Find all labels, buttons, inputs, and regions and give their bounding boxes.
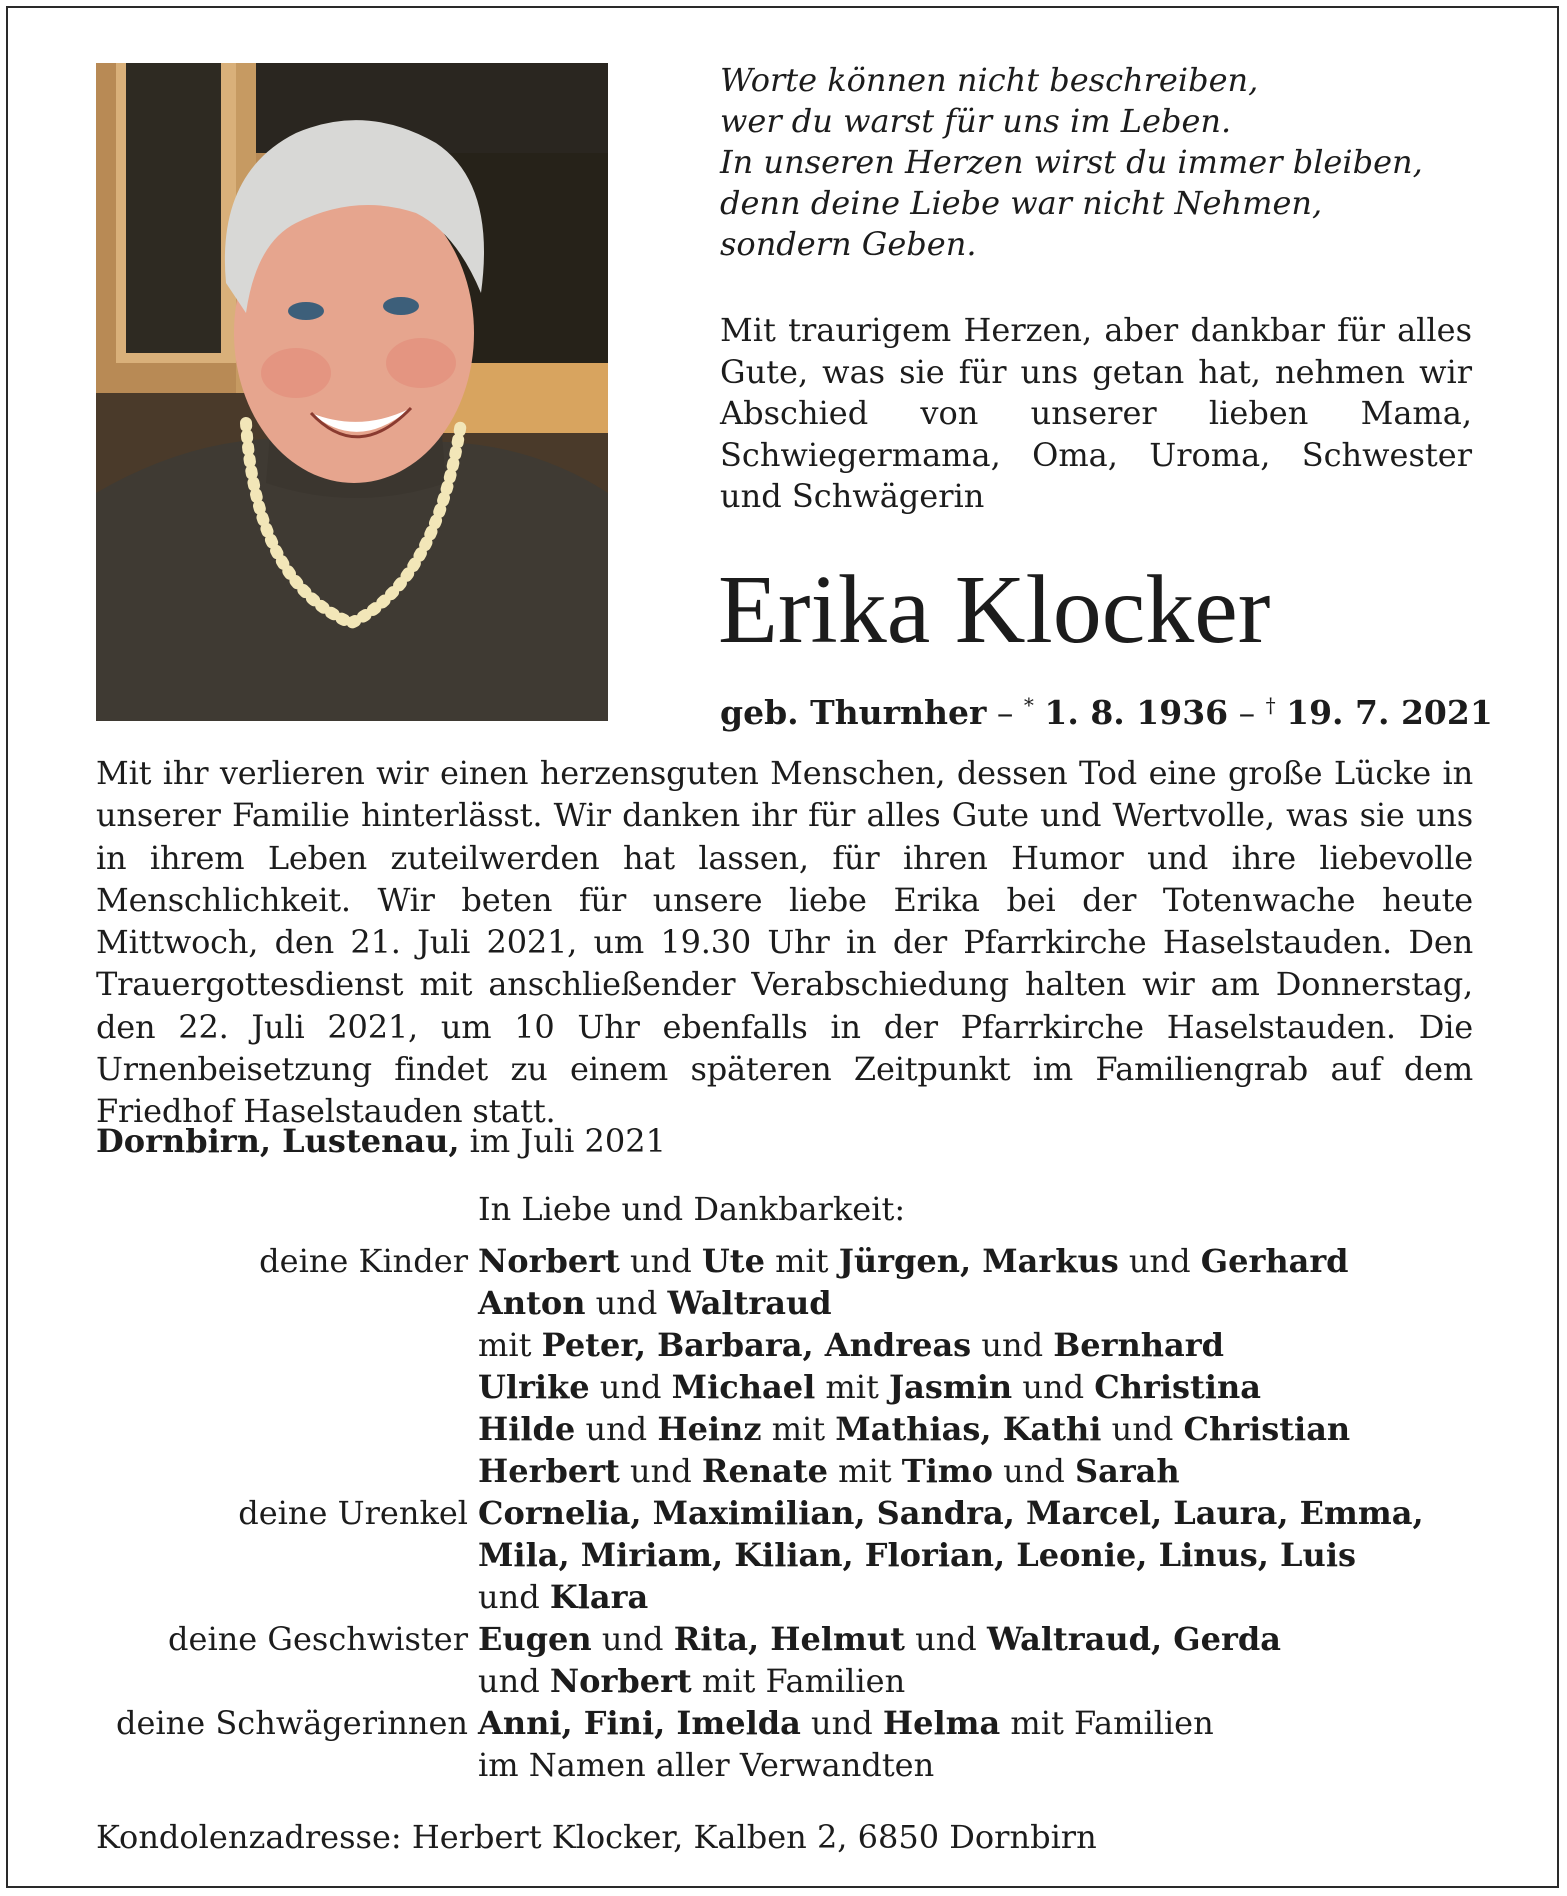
family-row — [96, 1366, 1496, 1408]
connector-text: mit Familien — [1000, 1704, 1214, 1742]
relatives-names — [478, 1744, 934, 1786]
life-dates — [720, 685, 1493, 733]
relation-label: deine Urenkel — [238, 1494, 468, 1532]
relative-name: Hilde — [478, 1410, 576, 1448]
birth-date: 1. 8. 1936 — [1044, 693, 1229, 732]
family-row — [96, 1660, 1496, 1702]
family-row — [96, 1576, 1496, 1618]
condolence-address: Kondolenzadresse: Herbert Klocker, Kalben 2, 6850 Dornbirn — [96, 1818, 1097, 1856]
relation-label — [96, 1408, 478, 1450]
relatives-names — [478, 1450, 1180, 1492]
family-row — [96, 1618, 1496, 1660]
relatives-names — [478, 1366, 1261, 1408]
connector-text: und — [585, 1284, 668, 1322]
relative-name: Waltraud — [667, 1284, 832, 1322]
relatives-names — [478, 1324, 1224, 1366]
poem-line: denn deine Liebe war nicht Nehmen, — [720, 184, 1323, 222]
relative-name: Eugen — [478, 1620, 592, 1658]
family-list — [96, 1240, 1496, 1786]
connector-text: mit — [827, 1452, 902, 1490]
relative-name: Anton — [478, 1284, 586, 1322]
relatives-names — [478, 1534, 1356, 1576]
relative-name: Jürgen, Markus — [838, 1242, 1119, 1280]
poem-line: In unseren Herzen wirst du immer bleiben, — [720, 143, 1423, 181]
place-names: Dornbirn, Lustenau, — [96, 1122, 460, 1160]
connector-text: und — [478, 1662, 550, 1700]
relation-label — [96, 1660, 478, 1702]
place-month: im Juli 2021 — [459, 1122, 666, 1160]
poem-line: wer du warst für uns im Leben. — [720, 102, 1232, 140]
connector-text: und — [800, 1704, 883, 1742]
dash-separator: – — [1228, 693, 1266, 732]
connector-text: und — [575, 1410, 658, 1448]
relative-name: Sarah — [1074, 1452, 1180, 1490]
relative-name: Heinz — [657, 1410, 762, 1448]
connector-text: mit — [815, 1368, 890, 1406]
death-symbol: † — [1265, 693, 1276, 717]
relative-name: Christian — [1183, 1410, 1351, 1448]
family-row — [96, 1702, 1496, 1744]
connector-text: mit — [764, 1242, 839, 1280]
connector-text: und — [1101, 1410, 1184, 1448]
relative-name: Mathias, Kathi — [835, 1410, 1102, 1448]
relation-label — [96, 1450, 478, 1492]
relation-label — [96, 1282, 478, 1324]
birth-symbol: * — [1023, 693, 1034, 717]
poem-line: Worte können nicht beschreiben, — [720, 61, 1259, 99]
poem-line: sondern Geben. — [720, 225, 977, 263]
relation-label — [96, 1324, 478, 1366]
connector-text: und — [591, 1620, 674, 1658]
relatives-names — [478, 1492, 1424, 1534]
relative-name: Norbert — [549, 1662, 692, 1700]
connector-text: und — [1012, 1368, 1095, 1406]
relative-name: Anni, Fini, Imelda — [478, 1704, 801, 1742]
relative-name: Bernhard — [1053, 1326, 1224, 1364]
relative-name: Norbert — [478, 1242, 620, 1280]
connector-text: und — [619, 1452, 702, 1490]
relative-name: Mila, Miriam, Kilian, Florian, Leonie, Linus, Luis — [478, 1536, 1356, 1574]
relatives-names — [478, 1240, 1349, 1282]
connector-text: mit — [478, 1326, 542, 1364]
relative-name: Michael — [671, 1368, 816, 1406]
relative-name: Christina — [1094, 1368, 1261, 1406]
family-row — [96, 1534, 1496, 1576]
death-date: 19. 7. 2021 — [1286, 693, 1493, 732]
connector-text: und — [971, 1326, 1054, 1364]
family-row — [96, 1324, 1496, 1366]
relation-label — [96, 1576, 478, 1618]
relatives-names — [478, 1618, 1281, 1660]
connector-text: mit — [761, 1410, 836, 1448]
relation-label: deine Geschwister — [168, 1620, 468, 1658]
main-text: Mit ihr verlieren wir einen herzensguten Menschen, dessen Tod eine große Lücke in unserer Familie hinterlässt. Wir danken ihr für alles Gute und Wertvolle, was sie uns in ihrem Leben zuteilwerden hat lassen, für ihren Humor und ihre liebevolle Menschlichkeit. Wir beten für unsere liebe Erika bei der Totenwache heute Mittwoch, den 21. Juli 2021, um 19.30 Uhr in der Pfarrkirche Haselstauden. Den Trauergottesdienst mit anschließender Verabschiedung halten wir am Donnerstag, den 22. Juli 2021, um 10 Uhr ebenfalls in der Pfarrkirche Haselstauden. Die Urnenbeisetzung findet zu einem späteren Zeitpunkt im Familiengrab auf dem Friedhof Haselstauden statt. — [96, 754, 1473, 1131]
relatives-names — [478, 1660, 905, 1702]
dash-separator: – — [986, 693, 1024, 732]
relatives-names — [478, 1408, 1350, 1450]
connector-text: mit Familien — [691, 1662, 906, 1700]
relation-label: deine Schwägerinnen — [115, 1704, 468, 1742]
relatives-names — [478, 1576, 648, 1618]
thanks-line: In Liebe und Dankbarkeit: — [478, 1190, 906, 1228]
connector-text: und — [904, 1620, 987, 1658]
deceased-name: Erika Klocker — [718, 556, 1271, 664]
family-row — [96, 1240, 1496, 1282]
family-row — [96, 1408, 1496, 1450]
portrait-photo — [96, 63, 608, 721]
relative-name: Rita, Helmut — [673, 1620, 905, 1658]
relatives-names — [478, 1702, 1214, 1744]
family-row — [96, 1450, 1496, 1492]
family-row — [96, 1282, 1496, 1324]
relatives-names — [478, 1282, 832, 1324]
relative-name: Cornelia, Maximilian, Sandra, Marcel, Laura, Emma, — [478, 1494, 1424, 1532]
relative-name: Klara — [549, 1578, 649, 1616]
relation-label: deine Kinder — [259, 1242, 468, 1280]
relative-name: Herbert — [478, 1452, 620, 1490]
relation-label — [96, 1744, 478, 1786]
family-row — [96, 1492, 1496, 1534]
relation-label — [96, 1534, 478, 1576]
connector-text: und — [992, 1452, 1075, 1490]
relation-label — [96, 1366, 478, 1408]
connector-text: und — [619, 1242, 702, 1280]
connector-text: und — [1118, 1242, 1201, 1280]
intro-text: Mit traurigem Herzen, aber dankbar für alles Gute, was sie für uns getan hat, nehmen wir Abschied von unserer lieben Mama, Schwiegermama, Oma, Uroma, Schwester und Schwägerin — [720, 311, 1472, 515]
connector-text: und — [478, 1578, 550, 1616]
relative-name: Helma — [882, 1704, 1001, 1742]
relative-name: Waltraud, Gerda — [986, 1620, 1281, 1658]
relative-name: Gerhard — [1200, 1242, 1349, 1280]
relative-name: Ulrike — [478, 1368, 590, 1406]
relative-name: Ute — [701, 1242, 765, 1280]
family-row — [96, 1744, 1496, 1786]
relative-name: Peter, Barbara, Andreas — [541, 1326, 972, 1364]
relative-name: Jasmin — [889, 1368, 1013, 1406]
relative-name: Renate — [701, 1452, 828, 1490]
poem — [720, 60, 1480, 265]
place-date — [96, 1120, 666, 1162]
connector-text: und — [589, 1368, 672, 1406]
relative-name: Timo — [901, 1452, 993, 1490]
maiden-name: geb. Thurnher — [720, 693, 987, 732]
connector-text: im Namen aller Verwandten — [478, 1746, 935, 1784]
